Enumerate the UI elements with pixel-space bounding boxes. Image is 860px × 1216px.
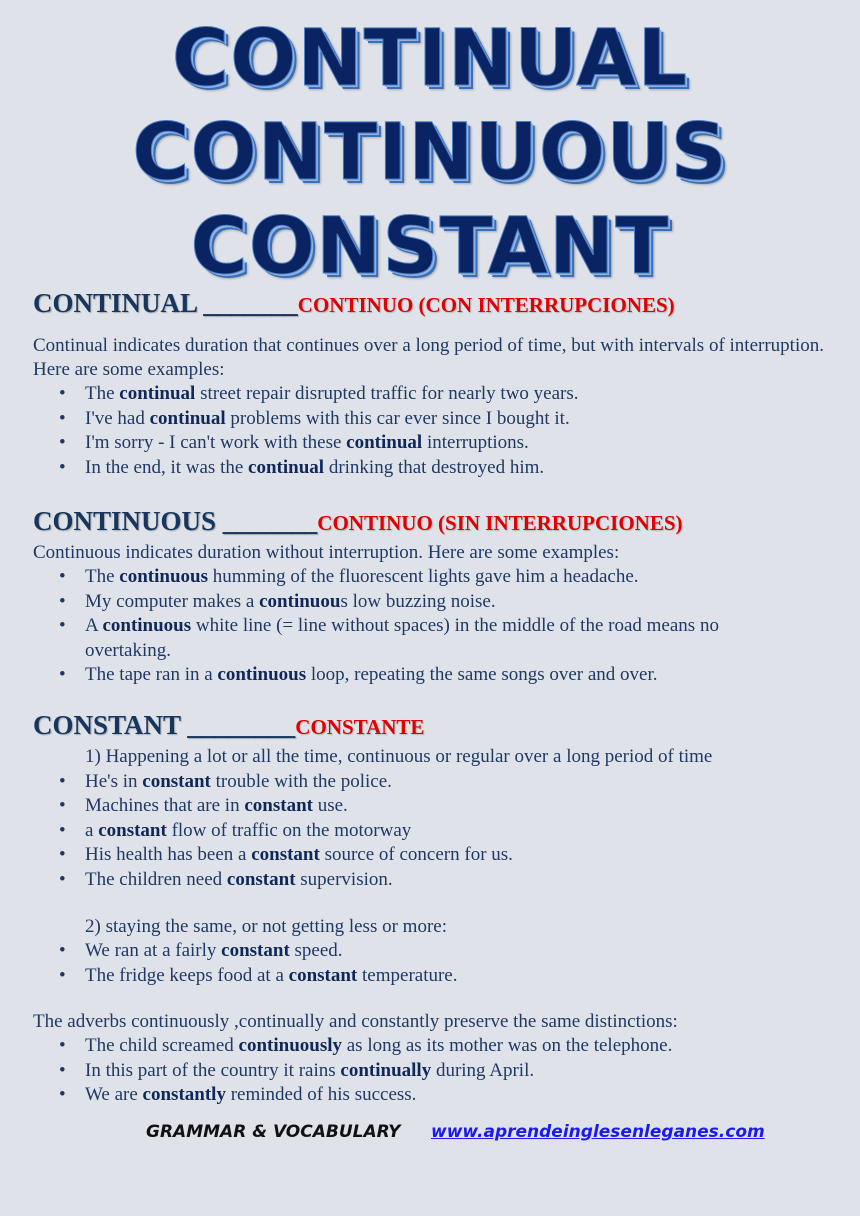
item-text: In this part of the country it rains	[85, 1059, 341, 1081]
list-item	[85, 794, 833, 819]
item-text: during April.	[431, 1059, 535, 1081]
list-item	[85, 843, 833, 868]
example-list-sense-1	[33, 770, 833, 893]
item-keyword: constant	[244, 795, 313, 817]
section-heading	[33, 287, 833, 321]
heading-translation: CONTINUO (SIN INTERRUPCIONES)	[317, 511, 683, 535]
section-intro: Continuous indicates duration without interruption. Here are some examples:	[33, 542, 620, 563]
heading-translation: CONTINUO (CON INTERRUPCIONES)	[297, 293, 675, 317]
list-item	[85, 819, 833, 844]
item-text: drinking that destroyed him.	[324, 456, 545, 478]
list-item	[85, 663, 793, 688]
item-keyword: continuous	[102, 615, 192, 637]
item-text: The tape ran in a	[85, 664, 218, 686]
item-text: use.	[312, 795, 348, 817]
item-keyword: constant	[251, 844, 320, 866]
item-keyword: continual	[149, 407, 226, 429]
item-text: I've had	[85, 407, 150, 429]
list-item	[85, 407, 833, 432]
item-text: temperature.	[357, 964, 458, 986]
item-text: supervision.	[295, 868, 393, 890]
item-text: We ran at a fairly	[85, 940, 222, 962]
item-text: street repair disrupted traffic for nearly two years.	[195, 383, 579, 404]
title-line-constant: CONSTANT	[190, 202, 670, 292]
heading-translation: CONSTANTE	[295, 715, 425, 739]
item-keyword: constant	[221, 940, 290, 962]
item-keyword: continuou	[259, 590, 341, 612]
list-item	[85, 964, 833, 989]
item-text: The	[85, 566, 120, 587]
section-intro: Continual indicates duration that continues over a long period of time, but with intervals of interruption. Here are some examples:	[33, 335, 824, 380]
item-keyword: constantly	[142, 1084, 226, 1106]
example-list	[33, 1034, 833, 1108]
item-keyword: continuously	[238, 1035, 342, 1056]
item-text: source of concern for us.	[319, 844, 513, 866]
section-heading	[33, 505, 833, 539]
item-text: flow of traffic on the motorway	[166, 819, 412, 841]
item-keyword: constant	[226, 868, 296, 890]
website-link[interactable]: www.aprendeinglesenleganes.com	[431, 1122, 765, 1142]
item-keyword: constant	[98, 819, 167, 841]
footer-label: GRAMMAR & VOCABULARY	[146, 1122, 401, 1142]
item-text: The fridge keeps food at a	[85, 964, 289, 986]
item-text: white line (= line without spaces) in the middle of the road means no overtaking.	[85, 615, 719, 661]
list-item	[85, 456, 833, 481]
heading-blank: _______	[196, 288, 298, 318]
section-continual	[33, 287, 833, 480]
heading-word: CONSTANT	[33, 710, 181, 740]
title-line-continual: CONTINUAL	[171, 14, 689, 104]
item-text: The children need	[85, 868, 227, 890]
item-keyword: continual	[248, 456, 325, 478]
item-keyword: continual	[119, 383, 196, 404]
list-item	[85, 939, 833, 964]
list-item	[85, 565, 793, 590]
heading-blank: ________	[180, 710, 296, 740]
item-text: speed.	[289, 940, 343, 962]
example-list	[33, 382, 833, 480]
item-keyword: constant	[142, 770, 211, 792]
sense-2-definition: 2) staying the same, or not getting less or more:	[85, 915, 447, 937]
heading-blank: _______	[216, 506, 318, 536]
item-text: I'm sorry - I can't work with these	[85, 432, 347, 454]
item-keyword: continually	[340, 1059, 432, 1081]
item-text: as long as its mother was on the telephone.	[342, 1035, 673, 1056]
item-text: A	[85, 615, 103, 637]
item-keyword: continuous	[119, 566, 208, 587]
item-text: The child screamed	[85, 1035, 239, 1056]
item-text: reminded of his success.	[225, 1084, 417, 1106]
list-item	[85, 590, 793, 615]
heading-word: CONTINUOUS	[33, 506, 217, 536]
item-text: s low buzzing noise.	[340, 590, 496, 612]
example-list-sense-2	[33, 939, 833, 988]
adverbs-intro: The adverbs continuously ,continually and constantly preserve the same distinctions:	[33, 1011, 678, 1032]
item-text: interruptions.	[422, 432, 529, 454]
section-adverbs	[33, 1010, 833, 1108]
item-text: In the end, it was the	[85, 456, 249, 478]
section-constant	[33, 709, 833, 988]
section-continuous	[33, 505, 833, 688]
section-heading	[33, 709, 833, 743]
item-text: trouble with the police.	[210, 770, 392, 792]
item-keyword: continuous	[217, 664, 307, 686]
item-keyword: constant	[288, 964, 358, 986]
list-item	[85, 614, 793, 663]
list-item	[85, 1083, 833, 1108]
list-item	[85, 1059, 833, 1084]
item-text: humming of the fluorescent lights gave him a headache.	[208, 566, 639, 587]
sense-1-definition: 1) Happening a lot or all the time, continuous or regular over a long period of time	[85, 746, 713, 767]
list-item	[85, 431, 833, 456]
list-item	[85, 770, 833, 795]
heading-word: CONTINUAL	[33, 288, 197, 318]
item-text: problems with this car ever since I bought it.	[225, 407, 570, 429]
item-text: My computer makes a	[85, 590, 260, 612]
title-line-continuous: CONTINUOUS	[132, 108, 728, 198]
item-text: His health has been a	[85, 844, 252, 866]
example-list	[33, 565, 833, 688]
page-title	[0, 12, 860, 294]
item-text: He's in	[85, 770, 143, 792]
item-text: The	[85, 383, 120, 404]
list-item	[85, 868, 833, 893]
item-keyword: continual	[346, 432, 423, 454]
list-item	[85, 382, 833, 407]
list-item	[85, 1034, 833, 1059]
item-text: loop, repeating the same songs over and over.	[306, 664, 658, 686]
item-text: a	[85, 819, 99, 841]
item-text: We are	[85, 1084, 143, 1106]
item-text: Machines that are in	[85, 795, 245, 817]
